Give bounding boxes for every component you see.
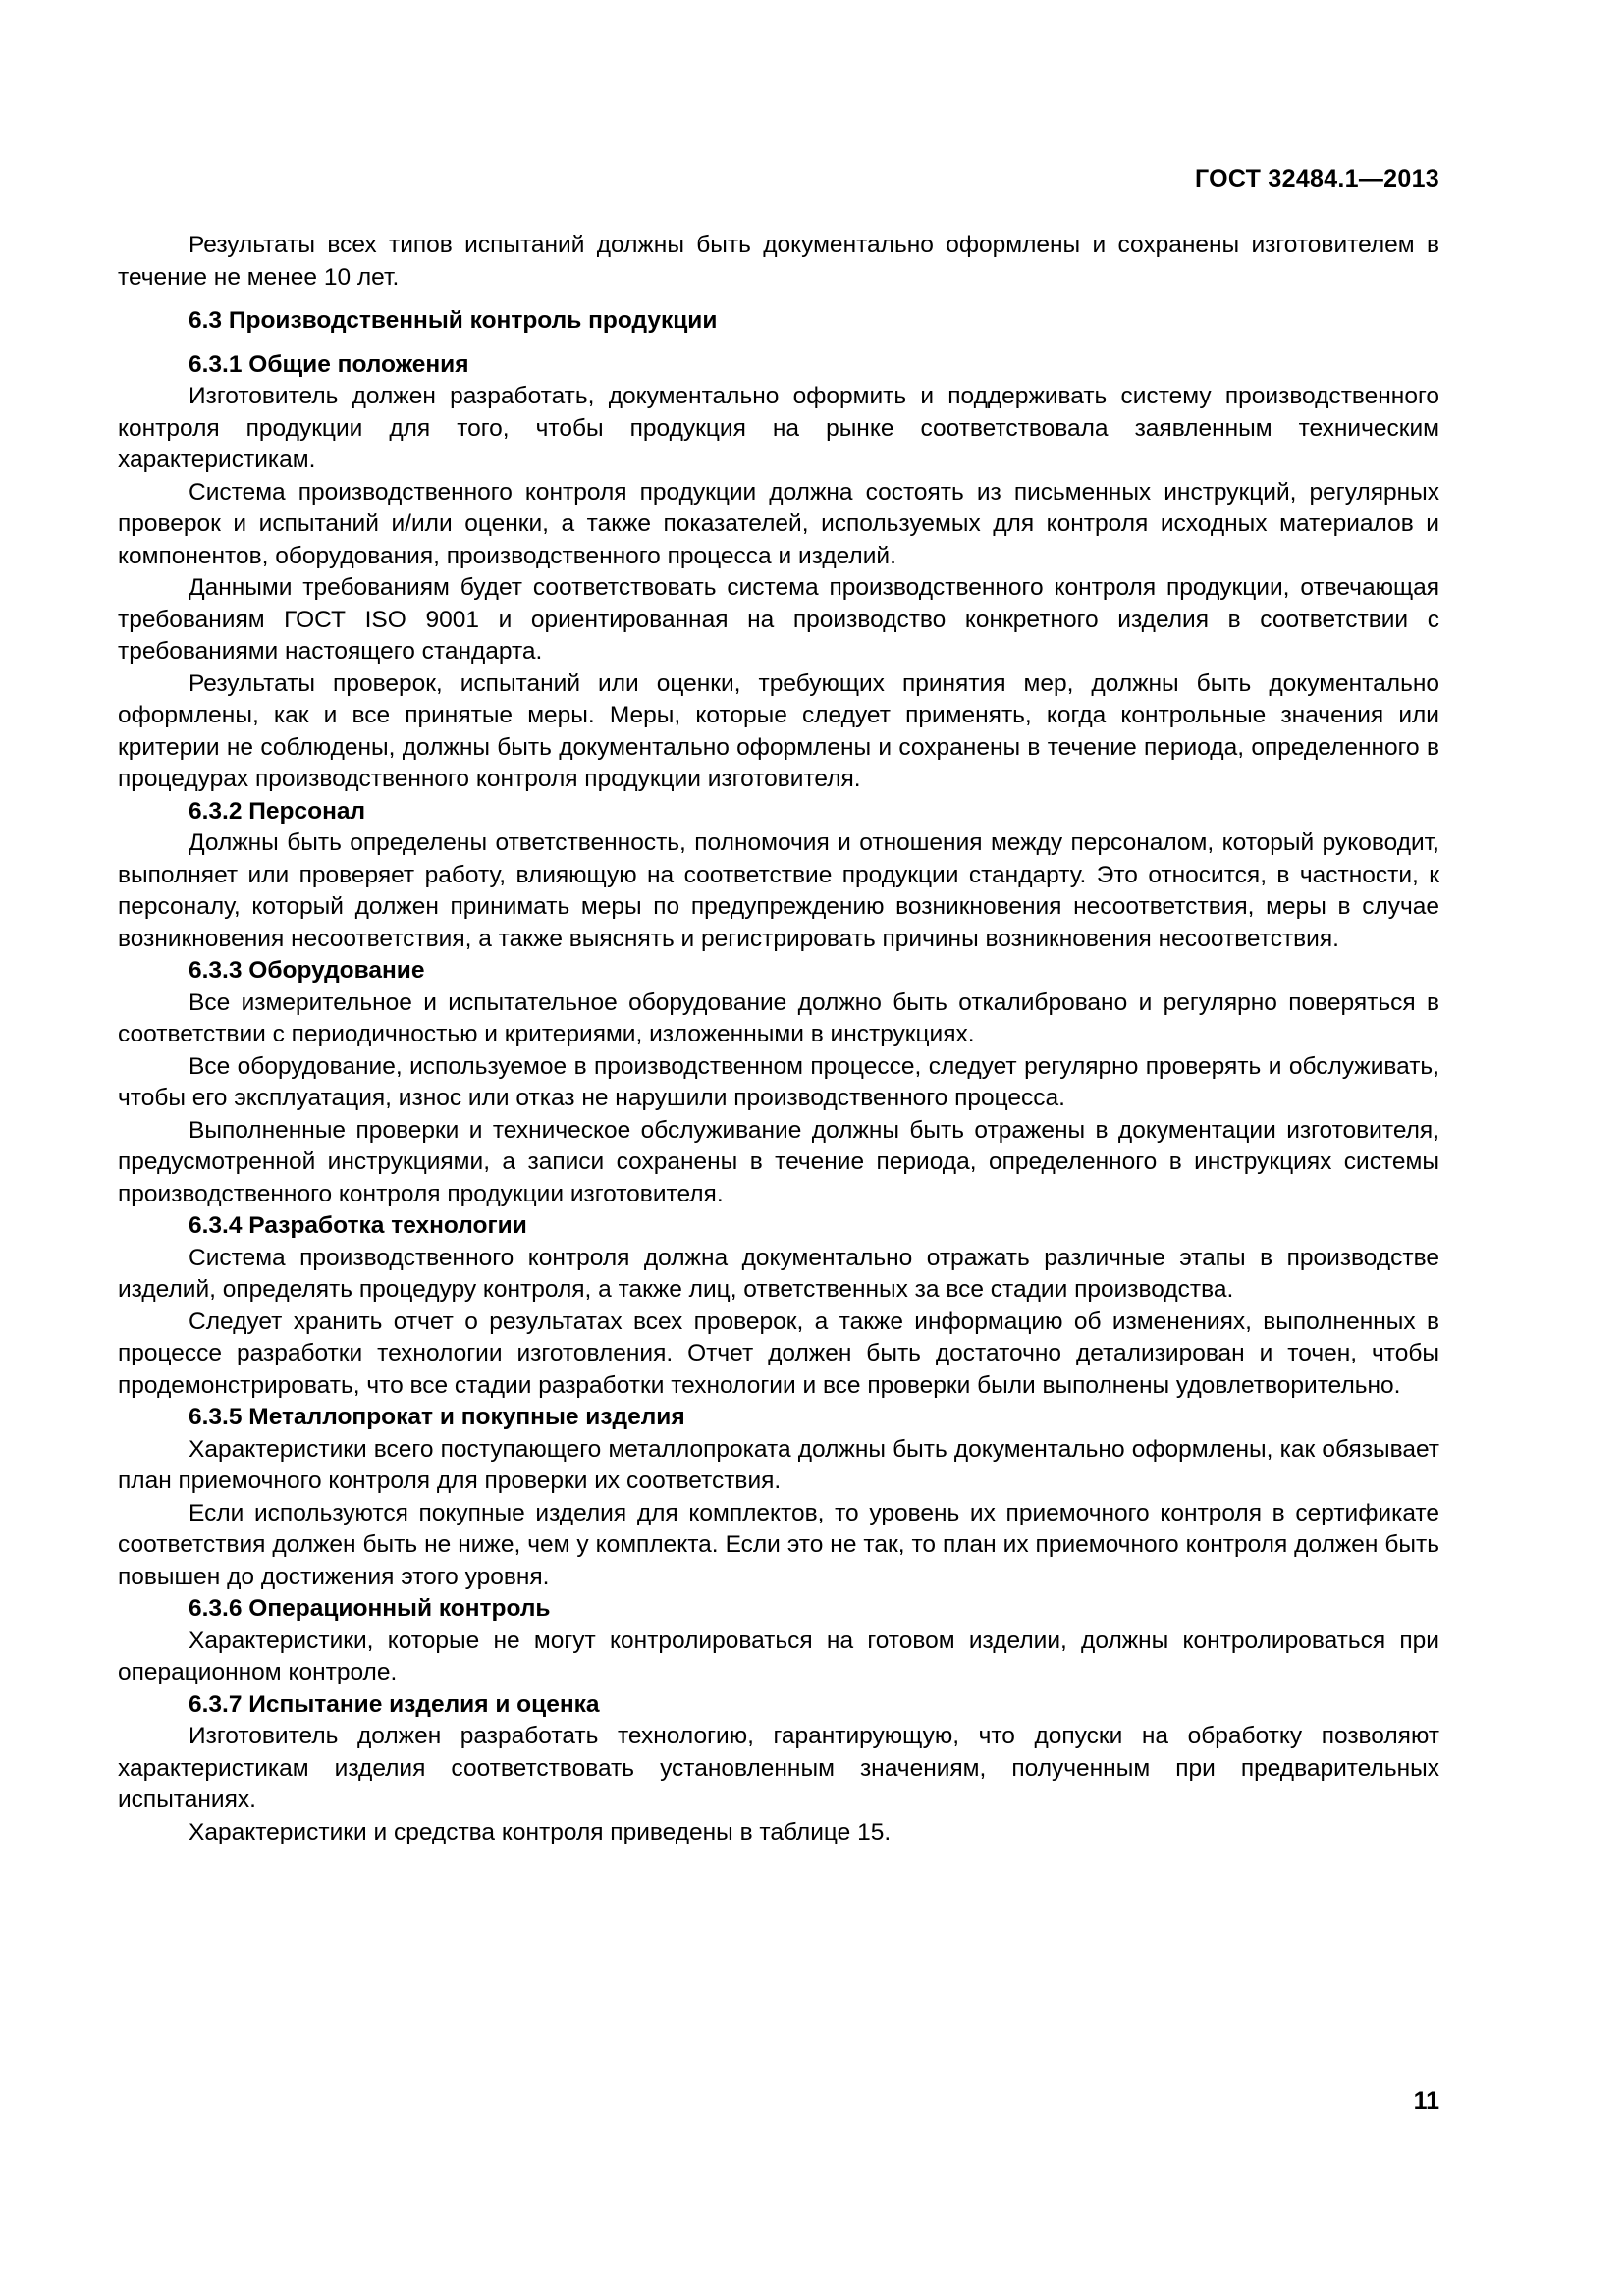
document-code-header: ГОСТ 32484.1—2013: [1194, 165, 1439, 192]
section-6-3-title: 6.3 Производственный контроль продукции: [189, 307, 718, 334]
paragraph-6-3-4-2: Следует хранить отчет о результатах всех проверок, а также информацию об изменениях, выполненных в процессе разработки технологии изготовления. Отчет должен быть достаточно детализирован и точен, чтобы продемонстрировать, что все стадии разработки технологии и все проверки были выполнены удовлетворительно.: [118, 1308, 1439, 1399]
paragraph-6-3-1-3: Данными требованиям будет соответствовать система производственного контроля продукции, отвечающая требованиям ГОСТ ISO 9001 и ориентированная на производство конкретного изделия в соответствии с требованиями настоящего стандарта.: [118, 574, 1439, 665]
page-number: 11: [1413, 2087, 1439, 2114]
paragraph-6-3-2-1: Должны быть определены ответственность, полномочия и отношения между персоналом, который руководит, выполняет или проверяет работу, влияющую на соответствие продукции стандарту. Это относится, в частности, к персоналу, который должен принимать меры по предупреждению возникновения несоответствия, меры в случае возникновения несоответствия, а также выяснять и регистрировать причины возникновения несоответствия.: [118, 829, 1439, 952]
paragraph-6-3-1-1: Изготовитель должен разработать, документально оформить и поддерживать систему производственного контроля продукции для того, чтобы продукция на рынке соответствовала заявленным техническим характеристикам.: [118, 383, 1439, 473]
paragraph-6-3-1-2: Система производственного контроля продукции должна состоять из письменных инструкций, регулярных проверок и испытаний и/или оценки, а также показателей, используемых для контроля исходных материалов и компонентов, оборудования, производственного процесса и изделий.: [118, 478, 1439, 569]
document-body: [118, 230, 1439, 1848]
paragraph-6-3-5-2: Если используются покупные изделия для комплектов, то уровень их приемочного контроля в сертификате соответствия должен быть не ниже, чем у комплекта. Если это не так, то план их приемочного контроля должен быть повышен до достижения этого уровня.: [118, 1499, 1439, 1590]
paragraph-6-3-3-1: Все измерительное и испытательное оборудование должно быть откалибровано и регулярно поверяться в соответствии с периодичностью и критериями, изложенными в инструкциях.: [118, 988, 1439, 1047]
paragraph-6-3-1-4: Результаты проверок, испытаний или оценки, требующих принятия мер, должны быть документально оформлены, как и все принятые меры. Меры, которые следует применять, когда контрольные значения или критерии не соблюдены, должны быть документально оформлены и сохранены в течение периода, определенного в процедурах производственного контроля продукции изготовителя.: [118, 669, 1439, 792]
paragraph-6-3-7-1: Изготовитель должен разработать технологию, гарантирующую, что допуски на обработку позволяют характеристикам изделия соответствовать установленным значениям, полученным при предварительных испытаниях.: [118, 1723, 1439, 1813]
section-6-3-7-title: 6.3.7 Испытание изделия и оценка: [189, 1690, 600, 1718]
section-6-3-1-title: 6.3.1 Общие положения: [189, 350, 469, 378]
section-6-3-4-title: 6.3.4 Разработка технологии: [189, 1212, 527, 1239]
paragraph-6-3-3-3: Выполненные проверки и техническое обслуживание должны быть отражены в документации изготовителя, предусмотренной инструкциями, а записи сохранены в течение периода, определенного в инструкциях системы производственного контроля продукции изготовителя.: [118, 1116, 1439, 1207]
paragraph-6-3-4-1: Система производственного контроля должна документально отражать различные этапы в производстве изделий, определять процедуру контроля, а также лиц, ответственных за все стадии производства.: [118, 1244, 1439, 1303]
paragraph-6-3-7-2: Характеристики и средства контроля приведены в таблице 15.: [189, 1818, 892, 1845]
paragraph-6-3-5-1: Характеристики всего поступающего металлопроката должны быть документально оформлены, как обязывает план приемочного контроля для проверки их соответствия.: [118, 1435, 1439, 1494]
section-6-3-5-title: 6.3.5 Металлопрокат и покупные изделия: [189, 1404, 685, 1430]
paragraph-6-3-6-1: Характеристики, которые не могут контролироваться на готовом изделии, должны контролироваться при операционном контроле.: [118, 1627, 1439, 1685]
paragraph-6-3-3-2: Все оборудование, используемое в производственном процессе, следует регулярно проверять и обслуживать, чтобы его эксплуатация, износ или отказ не нарушили производственного процесса.: [118, 1052, 1439, 1111]
section-6-3-2-title: 6.3.2 Персонал: [189, 797, 366, 825]
paragraph-test-records: Результаты всех типов испытаний должны быть документально оформлены и сохранены изготовителем в течение не менее 10 лет.: [118, 232, 1439, 291]
section-6-3-6-title: 6.3.6 Операционный контроль: [189, 1595, 551, 1622]
section-6-3-3-title: 6.3.3 Оборудование: [189, 957, 425, 984]
